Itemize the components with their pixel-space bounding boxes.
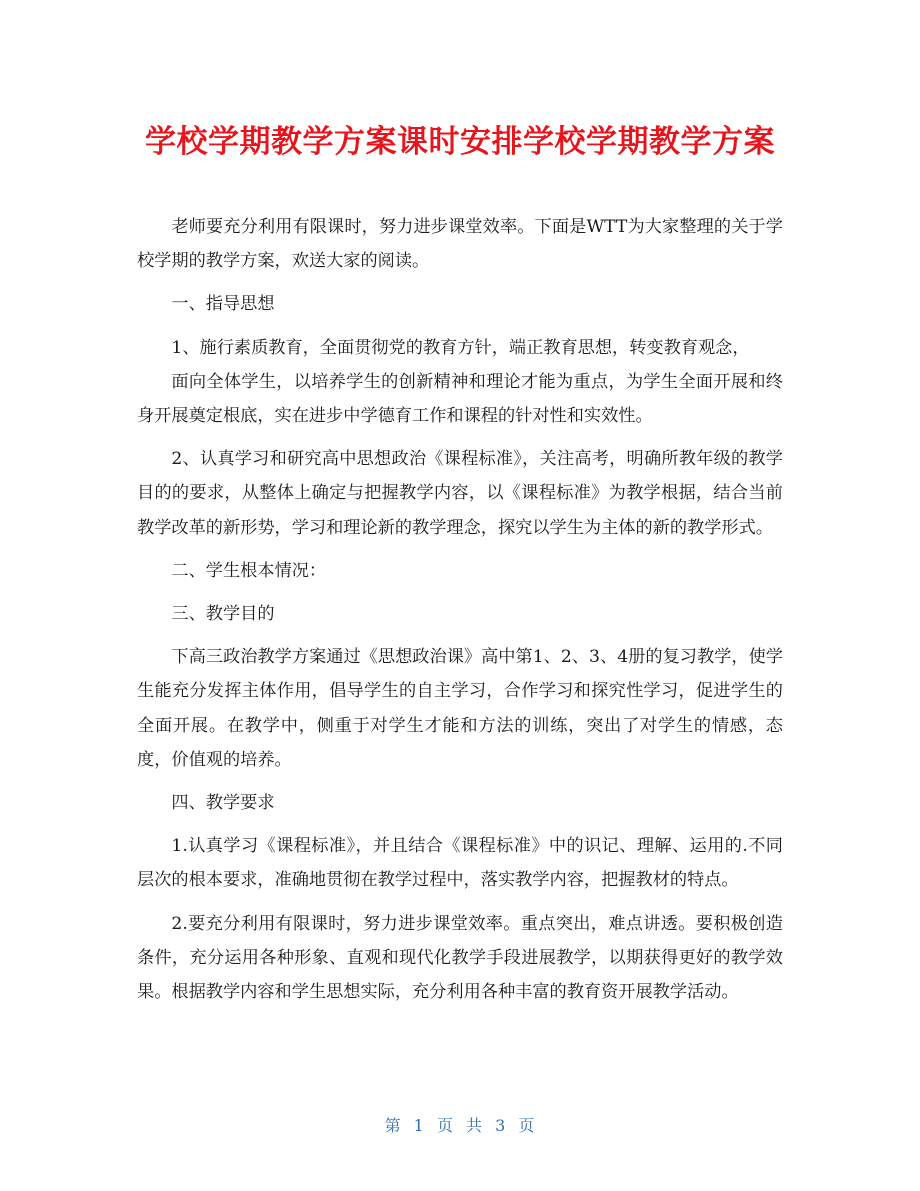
paragraph-requirement-2: 2.要充分利用有限课时，努力进步课堂效率。重点突出，难点讲透。要积极创造条件，充分运用各种形象、直观和现代化教学手段进展教学，以期获得更好的教学效果。根据教学内容和学生思想实际，充分利用各种丰富的教育资开展教学活动。 [137, 913, 783, 1003]
paragraph-item-1-continued: 面向全体学生，以培养学生的创新精神和理论才能为重点，为学生全面开展和终身开展奠定根底，实在进步中学德育工作和课程的针对性和实效性。 [137, 371, 783, 427]
page-number-footer: 第 1 页 共 3 页 [384, 1116, 536, 1135]
heading-guiding-thought: 一、指导思想 [171, 294, 275, 315]
document-title: 学校学期教学方案课时安排学校学期教学方案 [145, 124, 775, 160]
heading-teaching-goal: 三、教学目的 [171, 604, 275, 625]
paragraph-item-2: 2、认真学习和研究高中思想政治《课程标准》，关注高考，明确所教年级的教学目的的要求，从整体上确定与把握教学内容，以《课程标准》为教学根据，结合当前教学改革的新形势，学习和理论新的教学理念，探究以学生为主体的新的教学形式。 [137, 449, 783, 538]
paragraph-intro: 老师要充分利用有限课时，努力进步课堂效率。下面是WTT为大家整理的关于学校学期的教学方案，欢送大家的阅读。 [137, 217, 783, 272]
heading-teaching-requirements: 四、教学要求 [171, 793, 275, 814]
document-body [137, 210, 783, 1009]
heading-student-situation: 二、学生根本情况： [171, 560, 327, 581]
paragraph-item-1: 1、施行素质教育，全面贯彻党的教育方针，端正教育思想，转变教育观念， [171, 337, 750, 358]
paragraph-teaching-goal: 下高三政治教学方案通过《思想政治课》高中第1、2、3、4册的复习教学，使学生能充分发挥主体作用，倡导学生的自主学习，合作学习和探究性学习，促进学生的全面开展。在教学中，侧重于对学生才能和方法的训练，突出了对学生的情感，态度，价值观的培养。 [137, 647, 783, 770]
paragraph-requirement-1: 1.认真学习《课程标准》，并且结合《课程标准》中的识记、理解、运用的.不同层次的根本要求，准确地贯彻在教学过程中，落实教学内容，把握教材的特点。 [137, 836, 783, 891]
